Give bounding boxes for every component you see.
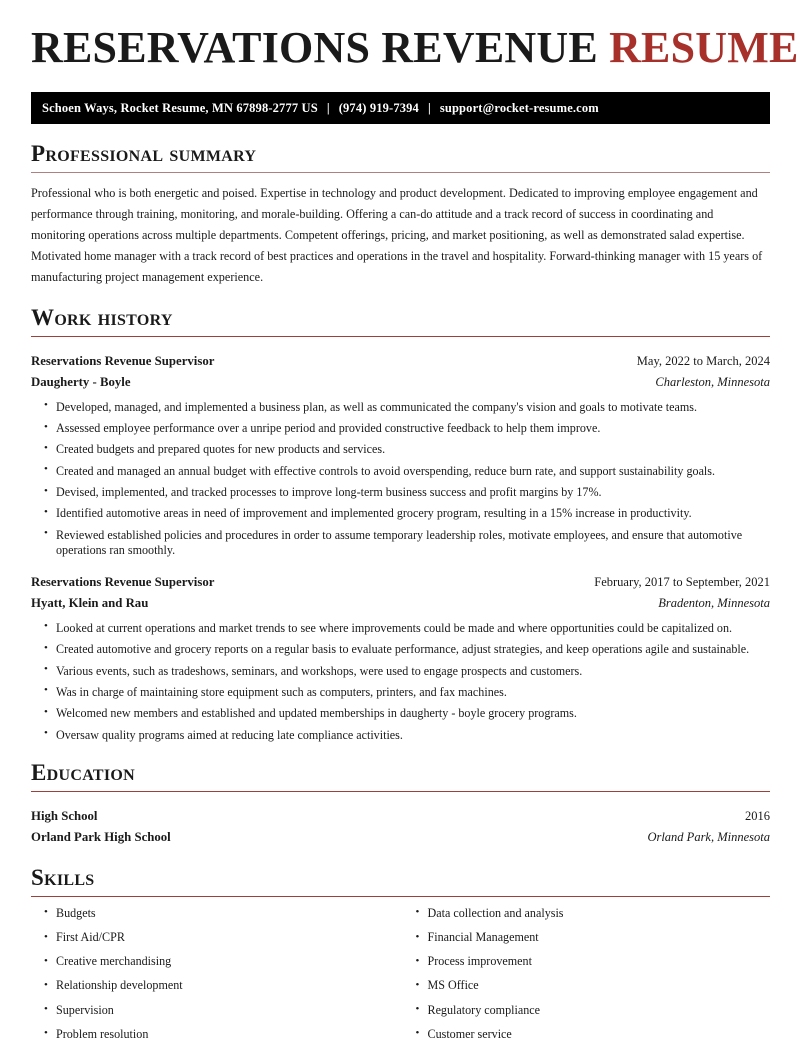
section-heading-work-history: Work history bbox=[31, 305, 173, 331]
list-item: • Regulatory compliance bbox=[401, 1003, 771, 1019]
work-entry bbox=[31, 572, 770, 743]
job-bullet-list bbox=[31, 400, 770, 559]
job-dates: February, 2017 to September, 2021 bbox=[594, 575, 770, 590]
job-bullet-list bbox=[31, 621, 770, 743]
skills-columns bbox=[31, 906, 770, 1051]
section-skills bbox=[31, 866, 770, 1051]
work-entry bbox=[31, 351, 770, 558]
education-degree-row bbox=[31, 806, 770, 827]
contact-phone: (974) 919-7394 bbox=[338, 100, 419, 115]
job-title: Reservations Revenue Supervisor bbox=[31, 354, 215, 369]
resume-title bbox=[31, 23, 799, 72]
list-item: • Created budgets and prepared quotes for new products and services. bbox=[31, 442, 770, 457]
list-item: • Welcomed new members and established and updated memberships in daugherty - boyle grocery programs. bbox=[31, 706, 770, 721]
list-item: • Financial Management bbox=[401, 930, 771, 946]
list-item: • Data collection and analysis bbox=[401, 906, 771, 922]
contact-separator-1: | bbox=[326, 100, 330, 115]
list-item: • Problem resolution bbox=[31, 1027, 401, 1043]
list-item: • Supervision bbox=[31, 1003, 401, 1019]
contact-address: Schoen Ways, Rocket Resume, MN 67898-2777 US bbox=[42, 100, 318, 115]
education-location: Orland Park, Minnesota bbox=[647, 829, 770, 844]
list-item: • Identified automotive areas in need of improvement and implemented grocery program, resulting in a 15% increase in productivity. bbox=[31, 506, 770, 521]
education-year: 2016 bbox=[745, 809, 770, 824]
list-item: • Was in charge of maintaining store equipment such as computers, printers, and fax machines. bbox=[31, 685, 770, 700]
list-item: • Creative merchandising bbox=[31, 954, 401, 970]
resume-title-main: RESERVATIONS REVENUE bbox=[31, 23, 598, 72]
work-entry-company-row bbox=[31, 593, 770, 614]
section-divider-education bbox=[31, 791, 770, 792]
skills-column-two bbox=[401, 906, 771, 1051]
job-company: Daugherty - Boyle bbox=[31, 374, 131, 389]
list-item: • MS Office bbox=[401, 978, 771, 994]
section-work-history bbox=[31, 306, 770, 743]
list-item: • Relationship development bbox=[31, 978, 401, 994]
section-heading-education: Education bbox=[31, 760, 135, 786]
list-item: • Reviewed established policies and procedures in order to assume temporary leadership roles, motivate employees, and ensure that automotive operations ran smoothly. bbox=[31, 528, 770, 559]
section-education bbox=[31, 761, 770, 848]
list-item: • Assessed employee performance over a unripe period and provided constructive feedback to help them improve. bbox=[31, 421, 770, 436]
work-entry-company-row bbox=[31, 372, 770, 393]
list-item: • Various events, such as tradeshows, seminars, and workshops, were used to engage prospects and customers. bbox=[31, 664, 770, 679]
section-divider-summary bbox=[31, 172, 770, 173]
section-divider-work-history bbox=[31, 336, 770, 337]
work-entry-title-row bbox=[31, 572, 770, 593]
list-item: • Created automotive and grocery reports on a regular basis to evaluate performance, adjust strategies, and keep operations agile and sustainable. bbox=[31, 642, 770, 657]
list-item: • Looked at current operations and market trends to see where improvements could be made and where opportunities could be capitalized on. bbox=[31, 621, 770, 636]
job-location: Charleston, Minnesota bbox=[655, 374, 770, 389]
resume-title-accent: RESUME bbox=[609, 23, 799, 72]
job-dates: May, 2022 to March, 2024 bbox=[636, 354, 770, 369]
section-heading-summary: Professional summary bbox=[31, 141, 257, 166]
list-item: • Customer service bbox=[401, 1027, 771, 1043]
list-item: • First Aid/CPR bbox=[31, 930, 401, 946]
job-location: Bradenton, Minnesota bbox=[658, 596, 770, 611]
job-company: Hyatt, Klein and Rau bbox=[31, 596, 149, 611]
list-item: • Process improvement bbox=[401, 954, 771, 970]
section-divider-skills bbox=[31, 896, 770, 897]
section-professional-summary bbox=[31, 142, 770, 288]
section-heading-skills: Skills bbox=[31, 864, 95, 890]
summary-text: Professional who is both energetic and poised. Expertise in technology and product development. Dedicated to improving employee engagement and performance through training, monitoring, and morale-building. Offering a can-do attitude and a track record of success in coordinating and monitoring operations across multiple departments. Competent offerings, pricing, and market positioning, as well as demonstrated salad expertise. Motivated home manager with a track record of best practices and operations in the travel and hospitality. Forward-thinking manager with 15 years of manufacturing project management experience. bbox=[31, 186, 763, 285]
contact-bar bbox=[31, 92, 770, 124]
contact-separator-2: | bbox=[427, 100, 431, 115]
list-item: • Oversaw quality programs aimed at reducing late compliance activities. bbox=[31, 728, 770, 743]
skills-column-one bbox=[31, 906, 401, 1051]
list-item: • Devised, implemented, and tracked processes to improve long-term business success and profit margins by 17%. bbox=[31, 485, 770, 500]
education-school: Orland Park High School bbox=[31, 829, 171, 844]
contact-email: support@rocket-resume.com bbox=[439, 100, 599, 115]
list-item: • Created and managed an annual budget with effective controls to avoid overspending, reduce burn rate, and support sustainability goals. bbox=[31, 464, 770, 479]
job-title: Reservations Revenue Supervisor bbox=[31, 575, 215, 590]
education-school-row bbox=[31, 827, 770, 848]
education-degree: High School bbox=[31, 809, 98, 824]
list-item: • Developed, managed, and implemented a business plan, as well as communicated the company's vision and goals to motivate teams. bbox=[31, 400, 770, 415]
education-entry bbox=[31, 806, 770, 848]
list-item: • Budgets bbox=[31, 906, 401, 922]
work-entry-title-row bbox=[31, 351, 770, 372]
